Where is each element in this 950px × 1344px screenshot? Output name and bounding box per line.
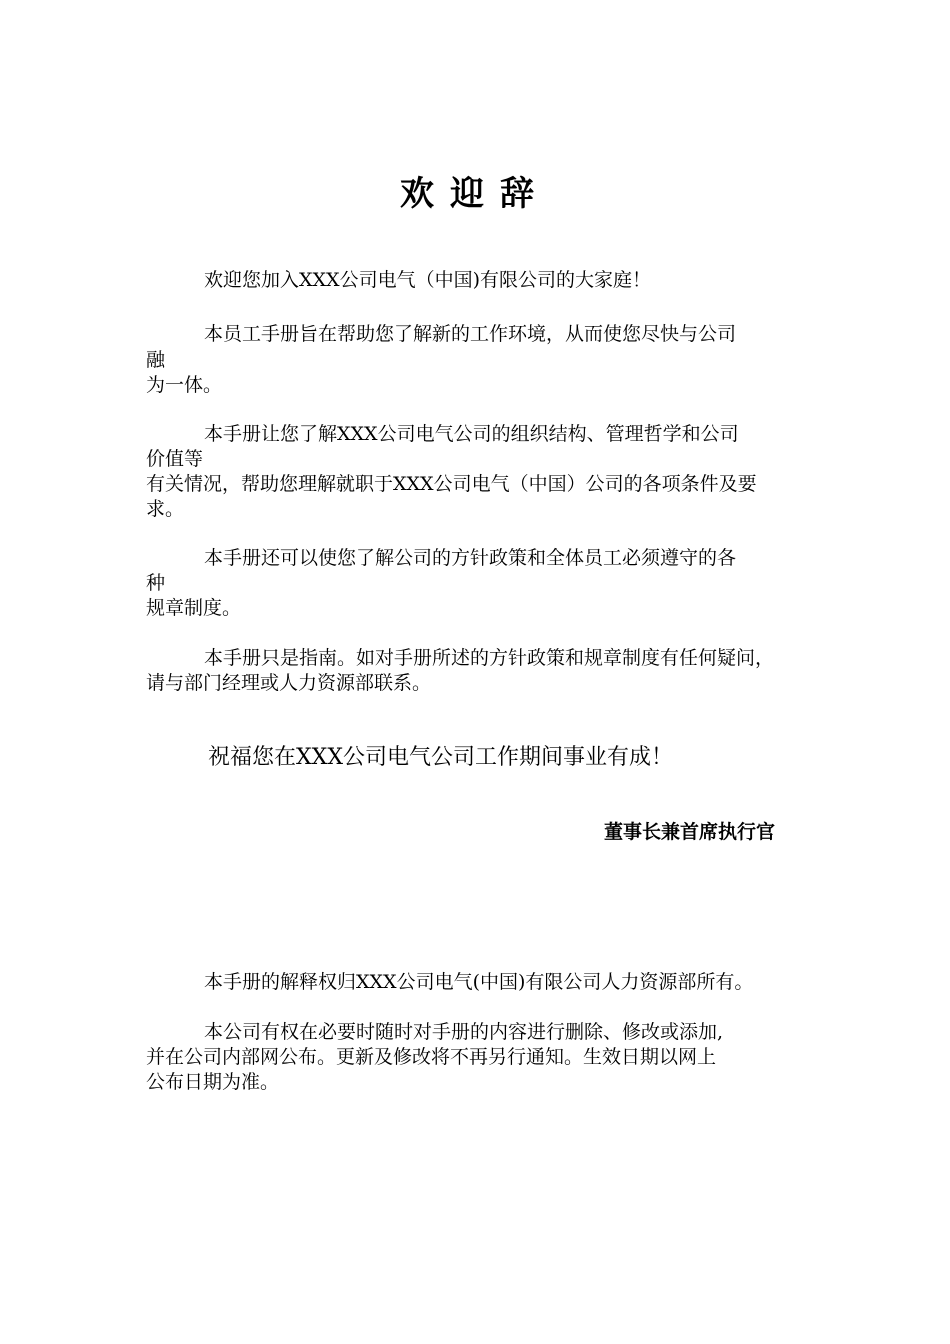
purpose-paragraph-line: 为一体。 <box>146 374 223 396</box>
modification-note-line: 并在公司内部网公布。更新及修改将不再另行通知。生效日期以网上 <box>146 1046 717 1068</box>
modification-note-line: 本公司有权在必要时随时对手册的内容进行删除、修改或添加, <box>204 1021 724 1043</box>
welcome-paragraph-line: 欢迎您加入XXX公司电气（中国)有限公司的大家庭！ <box>204 269 651 291</box>
page-title: 欢迎辞 <box>400 174 550 214</box>
modification-note-line: 公布日期为准。 <box>146 1071 280 1093</box>
organization-paragraph-line: 本手册让您了解XXX公司电气公司的组织结构、管理哲学和公司 <box>204 423 739 445</box>
organization-paragraph-line: 价值等 <box>146 448 204 470</box>
policy-paragraph-line: 种 <box>146 572 166 594</box>
organization-paragraph-line: 有关情况，帮助您理解就职于XXX公司电气（中国）公司的各项条件及要 <box>146 473 757 495</box>
guide-paragraph-line: 本手册只是指南。如对手册所述的方针政策和规章制度有任何疑问， <box>204 647 775 669</box>
purpose-paragraph-line: 融 <box>146 349 166 371</box>
signature: 董事长兼首席执行官 <box>604 821 776 843</box>
interpretation-note-line: 本手册的解释权归XXX公司电气(中国)有限公司人力资源部所有。 <box>204 971 754 993</box>
guide-paragraph-line: 请与部门经理或人力资源部联系。 <box>146 672 432 694</box>
purpose-paragraph-line: 本员工手册旨在帮助您了解新的工作环境，从而使您尽快与公司 <box>204 323 737 345</box>
blessing-text: 祝福您在XXX公司电气公司工作期间事业有成！ <box>208 745 673 770</box>
policy-paragraph-line: 本手册还可以使您了解公司的方针政策和全体员工必须遵守的各 <box>204 547 737 569</box>
organization-paragraph-line: 求。 <box>146 498 185 520</box>
policy-paragraph-line: 规章制度。 <box>146 597 242 619</box>
